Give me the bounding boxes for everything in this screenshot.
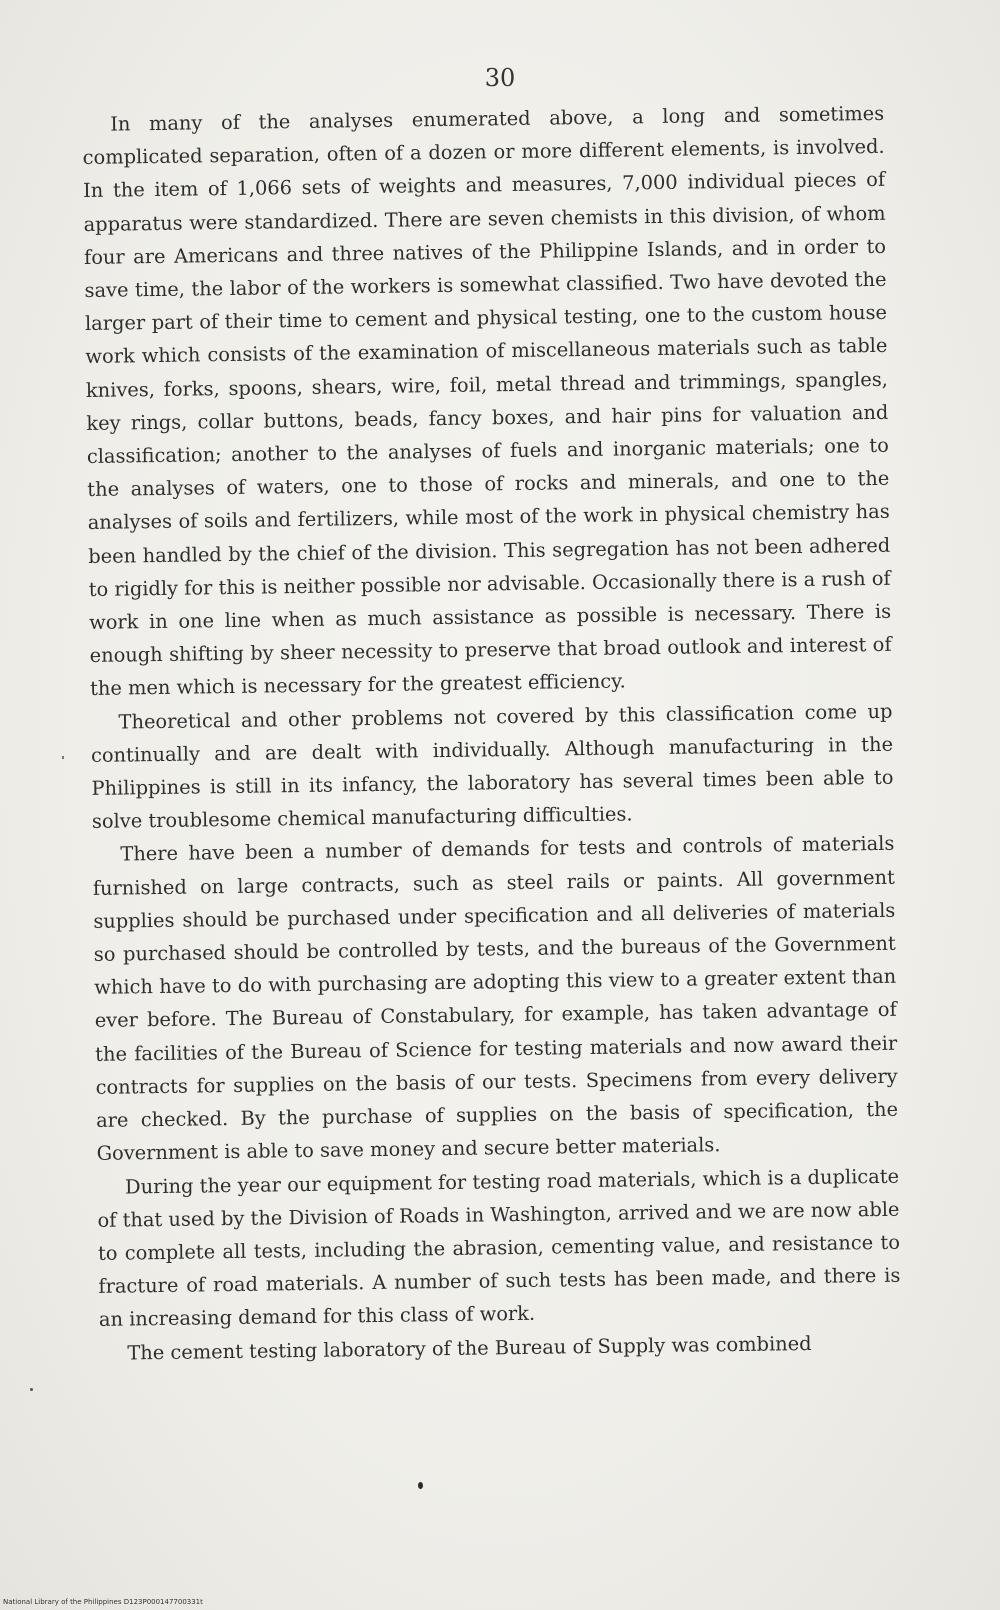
paragraph-5: The cement testing laboratory of the Bureau of Supply was combined xyxy=(127,1331,812,1365)
body-text xyxy=(82,97,902,1370)
paragraph-3: There have been a number of demands for tests and controls of materials furnished on large contracts, such as steel rails or paints. All government supplies should be purchased under specification and all deliveries of materials so purchased should be controlled by tests, and the bureaus of the Government which have to do with purchasing are adopting this view to a greater extent than ever before. The Bureau of Constabulary, for example, has taken advantage of the facilities of the Bureau of Science for testing materials and now award their contracts for supplies on the basis of our tests. Specimens from every delivery are checked. By the purchase of supplies on the basis of specification, the Government is able to save money and secure better materials. xyxy=(92,832,899,1166)
ink-dot xyxy=(418,1482,423,1489)
paragraph-4: During the year our equipment for testing road materials, which is a duplicate of that used by the Division of Roads in Washington, arrived and we are now able to complete all tests, including the abrasion, cementing value, and resistance to fracture of road materials. A number of such tests has been made, and there is an increasing demand for this class of work. xyxy=(97,1164,901,1332)
page-number: 30 xyxy=(484,64,516,92)
paragraph-1: In many of the analyses enumerated above, a long and sometimes complicated separation, often of a dozen or more different elements, is involved. In the item of 1,066 sets of weights and measures, 7,000 individual pieces of apparatus were standardized. There are seven chemists in this division, of whom four are Americans and three natives of the Philippine Islands, and in order to save time, the labor of the workers is somewhat classified. Two have devoted the larger part of their time to cement and physical testing, one to the custom house work which consists of the examination of miscellaneous materials such as table knives, forks, spoons, shears, wire, foil, metal thread and trimmings, spangles, key rings, collar buttons, beads, fancy boxes, and hair pins for valuation and classification; another to the analyses of fuels and inorganic materials; one to the analyses of waters, one to those of rocks and minerals, and one to the analyses of soils and fertilizers, while most of the work in physical chemistry has been handled by the chief of the division. This segregation has not been adhered to rigidly for this is neither possible nor advisable. Occasionally there is a rush of work in one line when as much assistance as possible is necessary. There is enough shifting by sheer necessity to preserve that broad outlook and interest of the men which is necessary for the greatest efficiency. xyxy=(82,101,892,701)
scan-credit: National Library of the Philippines D123P000147700331t xyxy=(3,1598,203,1606)
paragraph-2: Theoretical and other problems not covered by this classification come up continually and are dealt with individually. Although manufacturing in the Philippines is still in its infancy, the laboratory has several times been able to solve troublesome chemical manufacturing difficulties. xyxy=(90,699,894,834)
margin-dot xyxy=(30,1388,33,1391)
margin-speck xyxy=(62,756,64,759)
